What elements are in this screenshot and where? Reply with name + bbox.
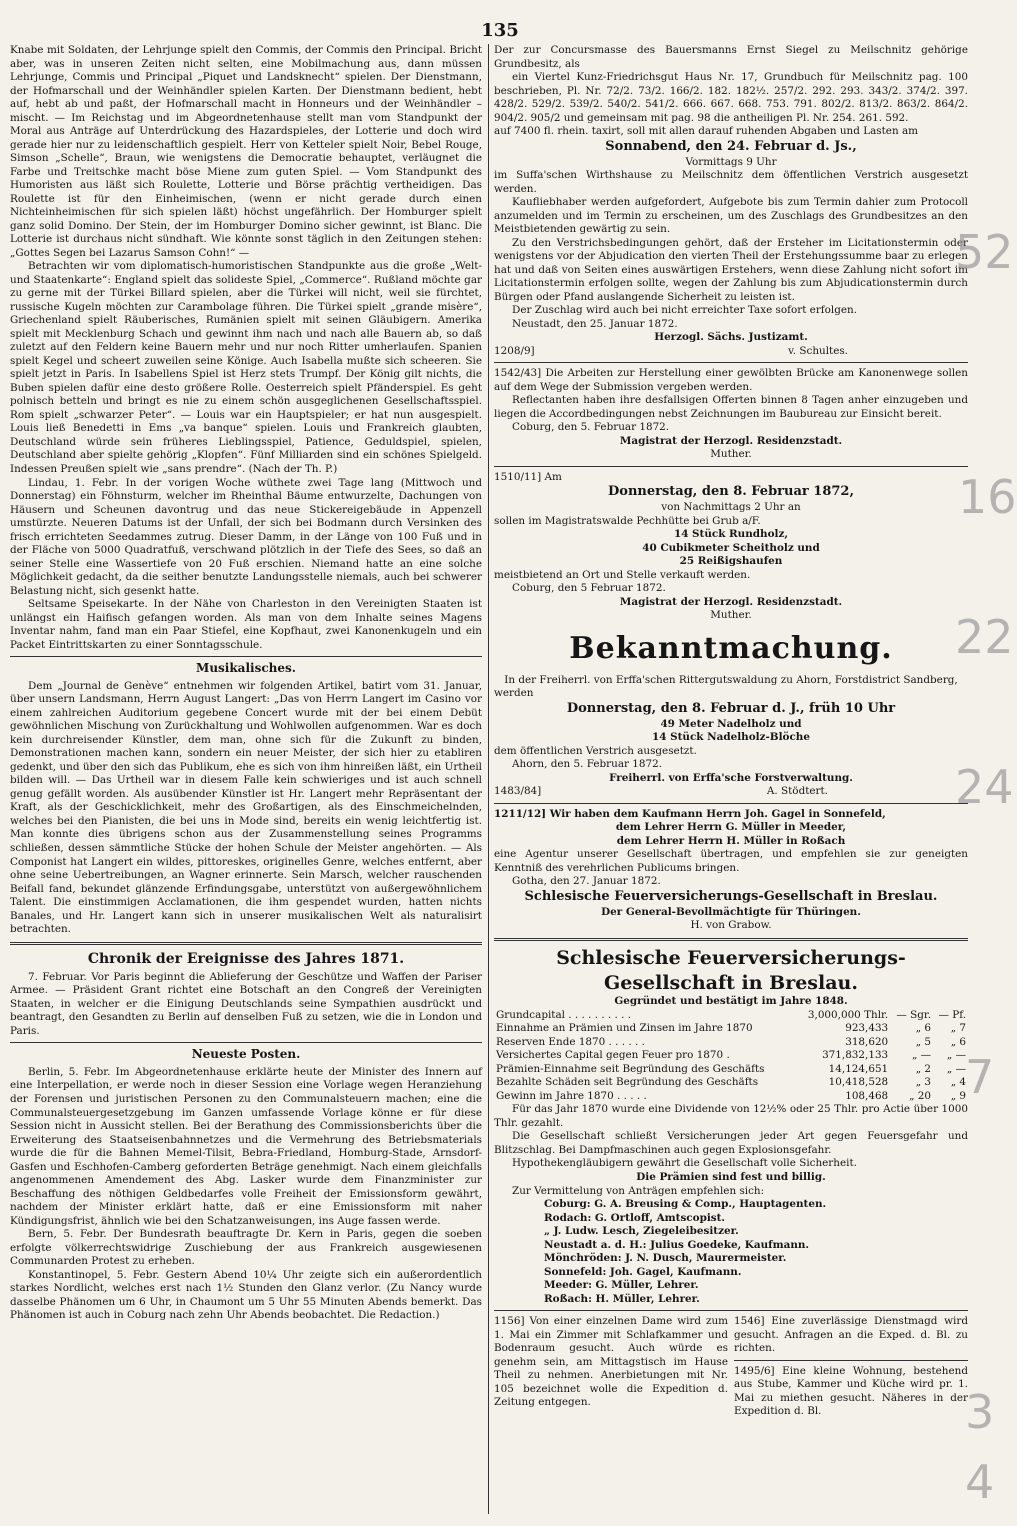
small-ads xyxy=(494,1315,968,1419)
margin-mark: 7 xyxy=(965,1050,995,1104)
ad-item: 40 Cubikmeter Scheitholz und xyxy=(642,541,820,554)
ad-wohnung: 1495/6] Eine kleine Wohnung, bestehend aus Stube, Kammer und Küche wird pr. 1. Mai zu miethen gesucht. Näheres in der Expedition d. Bl. xyxy=(734,1364,968,1418)
lindau-paragraph: Lindau, 1. Febr. In der vorigen Woche wüthete zwei Tage lang (Mittwoch und Donnerstag) ein Föhnsturm, welcher im Rheinthal Bäume entwurzelte, Dachungen von Häusern und Scheunen davontrug und das neue Stickereigebäude in Appenzell umstürzte. Neueren Datums ist der Unfall, der sich bei Bodmann durch Versinken des frisch errichteten Seedammes zutrug. Dieser Damm, in der Länge von 100 Fuß und in der Fläche von 5000 Quadratfuß, verschwand plötzlich in der Tiefe des Sees, so daß an seiner Stelle eine Wassertiefe von 20 Fuß erschien. Niemand hatte an eine solche Möglichkeit gedacht, da die seither benutzte Landungsstelle niemals, auch bei schwerer Belastung nicht, sich gesenkt hatte. xyxy=(10,476,482,597)
finance-cell-v1: 371,832,133 xyxy=(822,1049,889,1062)
ad-text: ein Viertel Kunz-Friedrichsgut Haus Nr. 17, Grundbuch für Meilschnitz pag. 100 beschrieben, Pl. Nr. 72/2. 73/2. 166/2. 182. 182½. 257/2. 292. 293. 343/2. 374/2. 397. 428/2. 529/2. 539/2. 540/2. 541/2. 666. 667. 668. 753. 791. 802/2. 813/2. 863/2. 864/2. 904/2. 905/2 und gemeinsam mit pag. 98 die antheiligen Pl. Nr. 254. 261. 592. xyxy=(494,71,968,124)
finance-row xyxy=(494,1022,968,1036)
ad-item: 25 Reißigshaufen xyxy=(679,555,783,568)
finance-cell-v2: — Sgr. xyxy=(896,1008,932,1021)
ad-text: dem Lehrer Herrn H. Müller in Roßach xyxy=(616,834,846,847)
ad-number: 1208/9] xyxy=(494,344,535,357)
ad-place: Neustadt, den 25. Januar 1872. xyxy=(512,317,678,330)
agent-entry: Coburg: G. A. Breusing & Comp., Hauptagenten. xyxy=(544,1198,827,1211)
margin-mark: 22 xyxy=(955,610,1014,664)
ad-text: Reflectanten haben ihre desfallsigen Offerten binnen 8 Tagen anher einzugeben und liegen die Accordbedingungen nebst Zeichnungen im Baubureau zur Einsicht bereit. xyxy=(494,394,968,420)
ad-text: Zur Vermittelung von Anträgen empfehlen sich: xyxy=(512,1184,765,1197)
versicherung-title: Schlesische Feuerversicherungs-Gesellschaft in Breslau. xyxy=(556,946,906,994)
margin-mark: 16 xyxy=(958,470,1017,524)
ad-text: im Suffa'schen Wirthshause zu Meilschnitz dem öffentlichen Verstrich ausgesetzt werden. xyxy=(494,169,968,195)
page-number: 135 xyxy=(481,20,519,41)
finance-row xyxy=(494,1063,968,1077)
divider xyxy=(494,803,968,804)
agent-entry: Roßach: H. Müller, Lehrer. xyxy=(544,1292,700,1305)
ad-text: Der zur Concursmasse des Bauersmanns Ernst Siegel zu Meilschnitz gehörige Grundbesitz, als xyxy=(494,44,968,70)
finance-cell-label: Gewinn im Jahre 1870 . . . . . xyxy=(496,1089,647,1102)
finance-row xyxy=(494,1076,968,1090)
finance-table xyxy=(494,1009,968,1104)
ad-signature: Magistrat der Herzogl. Residenzstadt. xyxy=(619,595,843,608)
divider xyxy=(10,942,482,945)
musik-heading: Musikalisches. xyxy=(196,661,296,676)
ad-text: Der Zuschlag wird auch bei nicht erreichter Taxe sofort erfolgen. xyxy=(512,304,858,317)
ad-official: Muther. xyxy=(710,609,752,622)
ad-signature: Herzogl. Sächs. Justizamt. xyxy=(654,331,808,344)
ad-place: Coburg, den 5 Februar 1872. xyxy=(512,582,666,595)
ad-text: dem Lehrer Herrn G. Müller in Meeder, xyxy=(615,821,847,834)
posten-heading: Neueste Posten. xyxy=(191,1047,301,1062)
ad-item: 14 Stück Rundholz, xyxy=(673,528,789,541)
finance-cell-v2: „ 3 xyxy=(915,1076,932,1089)
margin-mark: 52 xyxy=(955,225,1014,279)
ad-signature: Magistrat der Herzogl. Residenzstadt. xyxy=(619,434,843,447)
ad-item: 49 Meter Nadelholz und xyxy=(660,717,802,730)
ad-bekanntmachung xyxy=(494,629,968,799)
ad-text: eine Agentur unserer Gesellschaft übertragen, und empfehlen sie zur geneigten Kenntniß des verehrlichen Publicums bringen. xyxy=(494,848,968,874)
ad-number: 1483/84] xyxy=(494,785,542,798)
divider xyxy=(10,656,482,657)
chronik-paragraph: 7. Februar. Vor Paris beginnt die Ablieferung der Geschütze und Waffen der Pariser Armee. — Präsident Grant richtet eine Botschaft an den Congreß der Vereinigten Staaten, in welcher er die Einigung Deutschlands seine Sympathien ausdrückt und beantragt, den Gesandten zu Berlin auf denselben Fuß zu setzen, wie die in London und Paris. xyxy=(10,970,482,1037)
chronik-heading: Chronik der Ereignisse des Jahres 1871. xyxy=(87,950,405,967)
agent-entry: Meeder: G. Müller, Lehrer. xyxy=(544,1279,699,1292)
posten-bern: Bern, 5. Febr. Der Bundesrath beauftragte Dr. Kern in Paris, gegen die soeben erfolgte völkerrechtswidrige Zuschiebung der aus Frankreich ausgewiesenen Communarden Protest zu erheben. xyxy=(10,1228,482,1268)
margin-mark: 3 xyxy=(965,1385,995,1439)
ad-signature: Schlesische Feuerversicherungs-Gesellschaft in Breslau. xyxy=(524,889,938,904)
ad-signature: Der General-Bevollmächtigte für Thüringen. xyxy=(601,905,861,918)
agent-entry: „ J. Ludw. Lesch, Ziegeleibesitzer. xyxy=(544,1225,739,1238)
ad-text: In der Freiherrl. von Erffa'schen Rittergutswaldung zu Ahorn, Forstdistrict Sandberg, xyxy=(504,673,958,686)
ad-text: Hypothekengläubigern gewährt die Gesellschaft volle Sicherheit. xyxy=(512,1157,857,1170)
finance-cell-label: Reserven Ende 1870 . . . . . . xyxy=(496,1035,645,1048)
ad-place: Gotha, den 27. Januar 1872. xyxy=(512,875,661,888)
finance-cell-label: Grundcapital . . . . . . . . . . xyxy=(496,1008,632,1021)
column-divider xyxy=(488,44,489,1514)
ad-text: 1510/11] Am xyxy=(494,470,562,483)
ad-concurs xyxy=(494,44,968,358)
speisekarte-paragraph: Seltsame Speisekarte. In der Nähe von Charleston in den Vereinigten Staaten ist unlängst ein Haifisch gefangen worden. Als man von dem Inhalte seines Magens Inventar nahm, fand man ein Paar Stiefel, eine Kopfhaut, zwei Kanonenkugeln und ein Packet Eintrittskarten zu einer Sonntagsschule. xyxy=(10,598,482,651)
finance-cell-label: Bezahlte Schäden seit Begründung des Geschäfts xyxy=(496,1076,759,1089)
ad-item: 14 Stück Nadelholz-Blöche xyxy=(652,731,810,744)
ad-versicherung xyxy=(494,946,968,1306)
ad-date: Sonnabend, den 24. Februar d. Js., xyxy=(605,138,857,154)
bekanntmachung-title: Bekanntmachung. xyxy=(569,630,893,666)
ad-footer xyxy=(494,785,968,799)
finance-cell-v2: „ 20 xyxy=(909,1089,932,1102)
divider xyxy=(10,1042,482,1043)
ad-text: Für das Jahr 1870 wurde eine Dividende von 12½% oder 25 Thlr. pro Actie über 1000 Thlr. gezahlt. xyxy=(494,1103,968,1129)
versicherung-subtitle: Gegründet und bestätigt im Jahre 1848. xyxy=(614,995,848,1008)
ad-text: Die Gesellschaft schließt Versicherungen jeder Art gegen Feuersgefahr und Blitzschlag. Bei Dampfmaschinen auch gegen Explosionsgefahr. xyxy=(494,1130,968,1156)
ad-time: von Nachmittags 2 Uhr an xyxy=(661,501,801,514)
ad-text: meistbietend an Ort und Stelle verkauft werden. xyxy=(494,568,751,581)
ad-place: Coburg, den 5. Februar 1872. xyxy=(512,421,670,434)
finance-row xyxy=(494,1009,968,1023)
ad-official: Muther. xyxy=(710,448,752,461)
agent-entry: Neustadt a. d. H.: Julius Goedeke, Kaufmann. xyxy=(544,1238,810,1251)
ad-official: A. Stödtert. xyxy=(766,785,828,798)
finance-cell-v2: „ 5 xyxy=(915,1035,932,1048)
divider xyxy=(734,1360,968,1361)
margin-mark: 4 xyxy=(965,1455,995,1509)
finance-cell-v1: 10,418,528 xyxy=(828,1076,889,1089)
finance-row xyxy=(494,1049,968,1063)
agent-entry: Mönchröden: J. N. Dusch, Maurermeister. xyxy=(544,1252,787,1265)
finance-cell-v3: — Pf. xyxy=(938,1008,966,1021)
right-column xyxy=(494,44,968,1419)
ad-text: Die Prämien sind fest und billig. xyxy=(636,1171,826,1183)
musik-paragraph: Dem „Journal de Genève“ entnehmen wir folgenden Artikel, batirt vom 31. Januar, über unsern Landsmann, Herrn August Langert: „Das von Herrn Langert im Casino vor einem zahlreichen Auditorium gegebene Concert wurde mit der bei einem Debüt gewöhnlichen Mischung von Zurückhaltung und Wohlwollen aufgenommen. War es doch kein durchreisender Künstler, dem man, ohne sich für die Zukunft zu binden, Demonstrationen machen kann, sondern ein neuer Meister, der sich hier zu etabliren gedenkt, und über den sich das Publikum, ehe es sich von ihm hinreißen läßt, ein Urtheil bilden will. — Das Urtheil war in diesem Falle kein schwieriges und ist auch schnell genug gefällt worden. Als ausübender Künstler ist Hr. Langert mehr Repräsentant der Kraft, als der Geschicklichkeit, mehr des Großartigen, als des Einschmeichelnden, welches bei den Pianisten, die bei uns in Mode sind, bereits ein wenig leichtfertig ist. Man konnte dies übrigens schon aus der Zusammenstellung seines Programms schließen, dessen sämmtliche Stücke der hohen Schule der Meister angehörten. — Als Componist hat Langert ein wildes, pittoreskes, originelles Genre, welches entfernt, aber ohne seine Uebertreibungen, an Wagner erinnerte. Sein Marsch, welcher rauschenden Beifall fand, bekundet glänzende Erfindungsgabe, unterstützt von außergewöhnlichem Talent. Die einstimmigen Acclamationen, die ihm gespendet wurden, hatten nichts Banales, und Hr. Langert kann sich in unserer musikalischen Welt als naturalisirt betrachten. xyxy=(10,679,482,936)
ad-bruecke xyxy=(494,367,968,462)
finance-cell-v2: „ 6 xyxy=(915,1022,932,1035)
finance-cell-v1: 14,124,651 xyxy=(828,1062,889,1075)
finance-cell-v3: „ 4 xyxy=(950,1076,966,1089)
finance-cell-label: Versichertes Capital gegen Feuer pro 1870 . xyxy=(496,1049,730,1062)
finance-cell-label: Einnahme an Prämien und Zinsen im Jahre 1870 xyxy=(496,1022,753,1035)
finance-row xyxy=(494,1036,968,1050)
finance-cell-v2: „ — xyxy=(911,1049,932,1062)
finance-cell-v3: „ 9 xyxy=(950,1089,966,1102)
finance-cell-v1: 923,433 xyxy=(845,1022,889,1035)
finance-row xyxy=(494,1090,968,1104)
ad-official: v. Schultes. xyxy=(788,344,848,357)
ad-text: 1542/43] Die Arbeiten zur Herstellung einer gewölbten Brücke am Kanonenwege sollen auf dem Wege der Submission vergeben werden. xyxy=(494,367,968,393)
finance-cell-v1: 318,620 xyxy=(845,1035,889,1048)
ad-text: sollen im Magistratswalde Pechhütte bei Grub a/F. xyxy=(494,514,761,527)
finance-cell-v3: „ 6 xyxy=(950,1035,966,1048)
ad-holzverkauf xyxy=(494,471,968,623)
ad-text: auf 7400 fl. rhein. taxirt, soll mit allen darauf ruhenden Abgaben und Lasten am xyxy=(494,125,918,138)
agent-list xyxy=(494,1198,968,1306)
finance-cell-v1: 108,468 xyxy=(845,1089,889,1102)
finance-cell-v3: „ — xyxy=(946,1062,966,1075)
ad-agentur xyxy=(494,808,968,933)
finance-cell-label: Prämien-Einnahme seit Begründung des Geschäfts xyxy=(496,1062,765,1075)
ad-place: Ahorn, den 5. Februar 1872. xyxy=(512,758,663,771)
ad-text: Zu den Verstrichsbedingungen gehört, daß der Ersteher im Licitationstermin oder wenigstens vor der Abjudication den vierten Theil der Erstehungssumme baar zu erlegen hat und daß von Seiten eines auswärtigen Erstehers, wenn diese Zahlung nicht sofort im Licitationstermin erfolgen sollte, wegen der Zahlung bis zum Abjudicationstermin durch Bürgen oder Pfand auslangende Sicherheit zu leisten ist. xyxy=(494,236,968,303)
divider xyxy=(494,362,968,363)
ad-text: werden xyxy=(494,687,534,700)
finance-cell-v3: „ 7 xyxy=(950,1022,966,1035)
divider xyxy=(494,466,968,467)
agent-entry: Sonnefeld: Joh. Gagel, Kaufmann. xyxy=(544,1265,742,1278)
divider xyxy=(494,938,968,941)
agent-entry: Rodach: G. Ortloff, Amtscopist. xyxy=(544,1211,726,1224)
ad-zimmer: 1156] Von einer einzelnen Dame wird zum 1. Mai ein Zimmer mit Schlafkammer und Bodenraum gesucht. Auch würde es genehm sein, am Mittagstisch im Hause Theil zu nehmen. Anerbietungen mit Nr. 105 bezeichnet wolle die Expedition d. Zeitung entgegen. xyxy=(494,1315,728,1409)
ad-official: H. von Grabow. xyxy=(690,919,772,932)
left-column xyxy=(10,44,482,1323)
ad-signature: Freiherrl. von Erffa'sche Forstverwaltung. xyxy=(609,771,853,784)
margin-mark: 24 xyxy=(955,760,1014,814)
intro-paragraph-1: Knabe mit Soldaten, der Lehrjunge spielt den Commis, der Commis den Principal. Bricht aber, was in unseren Zeiten nicht selten, eine Mobilmachung aus, dann müssen Lehrjunge, Commis und Principal „Piquet und Landsknecht“ spielen. Der Dienstmann, der Hofmarschall und der Weinhändler spielen Karten. Der Dienstmann bedient, hebt auf, hebt ab und paßt, der Hofmarschall macht in Honneurs und der Weinhändler – mischt. — Im Reichstag und im Abgeordnetenhause stellt man vom Standpunkt der Moral aus Anträge auf Unterdrückung des Hazardspieles, der Lotterie und doch wird gerade hier nur zu leidenschaftlich gespielt. Herr von Ketteler spielt Noir, Bebel Rouge, Simson „Schelle“, Braun, wie wenigstens die Democratie behauptet, verläugnet die Farbe und Treitschke macht böse Miene zum guten Spiel. — Vom Standpunkt des Humoristen aus läßt sich Roulette, Lotterie und Börse prächtig vertheidigen. Das Roulette ist für den Einheimischen, (wenn er nicht gerade durch einen Nichteinheimischen für sich spielen läßt) höchst ungefährlich. Der Homburger spielt ganz solid Domino. Der Stein, der im Homburger Domino sicher gewinnt, ist Blanc. Die Lotterie ist durchaus nicht sündhaft. Wie könnte sonst täglich in den Zeitungen stehen: „Gottes Segen bei Lazarus Samson Cohn!“ — xyxy=(10,44,482,259)
intro-paragraph-2: Betrachten wir vom diplomatisch-humoristischen Standpunkte aus die große „Welt- und Staatenkarte“: England spielt das solideste Spiel, „Commerce“. Rußland möchte gar zu gerne mit der Türkei Billard spielen, aber die Türkei will nicht, weil sie fürchtet, russische Kugeln möchten zur Carambolage führen. Die Türkei spielt „grande misère“, Griechenland spielt Räuberisches, Rumänien spielt mit seinen Gläubigern. Amerika spielt mit Mecklenburg Schach und gewinnt ihm nach und nach alle Bauern ab, so daß zuletzt auf den Feldern keine Bauern mehr und nur noch Ritter umherlaufen. Spanien spielt Kegel und scheert zuweilen seine Könige. Auch Isabella mußte sich scheeren. Sie spielt jetzt in Paris. In Isabellens Spiel ist Herz stets Trumpf. Der König gilt nichts, die Buben spielen dafür eine desto größere Rolle. Oesterreich spielt Pfänderspiel. Es geht polnisch betteln und bringt es nie zu einem schön ausgeglichenen Gesellschaftsspiel. Rom spielt „schwarzer Peter“. — Louis war ein Hauptspieler; er hat nun ausgespielt. Louis ließ Benedetti in Ems „va banque“ spielen. Louis und Frankreich glaubten, Deutschland würde sein früheres Lieblingsspiel, Patience, Geduldspiel, spielen, Deutschland aber spielte gehörig „Klopfen“. Fünf Milliarden sind ein schönes Spielgeld. Indessen Preußen spielt wie „sans prendre“. (Nach der Th. P.) xyxy=(10,260,482,475)
ad-time: Vormittags 9 Uhr xyxy=(685,155,777,168)
ad-text: Kaufliebhaber werden aufgefordert, Aufgebote bis zum Termin dahier zum Protocoll anzumelden und im Termin zu erscheinen, um des Zuschlags des Grundbesitzes an den Meistbietenden gewärtig zu sein. xyxy=(494,196,968,236)
ad-text: dem öffentlichen Verstrich ausgesetzt. xyxy=(494,744,697,757)
finance-cell-v1: 3,000,000 Thlr. xyxy=(807,1008,889,1021)
ad-text: 1211/12] Wir haben dem Kaufmann Herrn Joh. Gagel in Sonnefeld, xyxy=(494,807,886,820)
finance-cell-v3: „ — xyxy=(946,1049,966,1062)
ad-date: Donnerstag, den 8. Februar 1872, xyxy=(608,484,854,500)
divider xyxy=(494,1310,968,1311)
finance-cell-v2: „ 2 xyxy=(915,1062,932,1075)
ad-date: Donnerstag, den 8. Februar d. J., früh 10 Uhr xyxy=(566,700,896,716)
ad-dienstmagd: 1546] Eine zuverlässige Dienstmagd wird gesucht. Anfragen an die Exped. d. Bl. zu richten. xyxy=(734,1315,968,1355)
posten-berlin: Berlin, 5. Febr. Im Abgeordnetenhause erklärte heute der Minister des Innern auf eine Interpellation, er werde noch in dieser Session eine Vorlage wegen Heranziehung der Forensen und juristischen Personen zu den Communalsteuern machen; eine die Communalsteuergesetzgebung im Ganzen umfassende Vorlage könne er für diese Session nicht in Aussicht stellen. Bei der Berathung des Commissionsberichts über die Erweiterung des Staatseisenbahnnetzes und die Vermehrung des Betriebsmaterials wurde die für die Bahnen Memel-Tilsit, Bebra-Friedland, Homburg-Stade, Arnsdorf-Gasfen und Eschhofen-Camberg geforderten Beträge genehmigt. Nach einem gleichfalls angenommenen Amendement des Abg. Lasker wurde dem Finanzminister zur Beschaffung des nöthigen Geldbedarfes volle Freiheit der Emissionsform gewährt, nachdem der Minister erklärt hatte, daß er eine Emissionsform mit naher Kündigungsfrist, ähnlich wie bei den Schatzanweisungen, ins Auge fassen werde. xyxy=(10,1065,482,1227)
ad-footer xyxy=(494,345,968,359)
posten-konstantinopel: Konstantinopel, 5. Febr. Gestern Abend 10¼ Uhr zeigte sich ein außerordentlich starkes Nordlicht, welches erst nach 1½ Stunden den Glanz verlor. (Zu Nancy wurde dasselbe Phänomen um 6 Uhr, in Chaumont um 5 Uhr 55 Minuten Abends bemerkt. Das Phänomen ist auch in Coburg nach zehn Uhr Abends beobachtet. Die Redaction.) xyxy=(10,1268,482,1322)
